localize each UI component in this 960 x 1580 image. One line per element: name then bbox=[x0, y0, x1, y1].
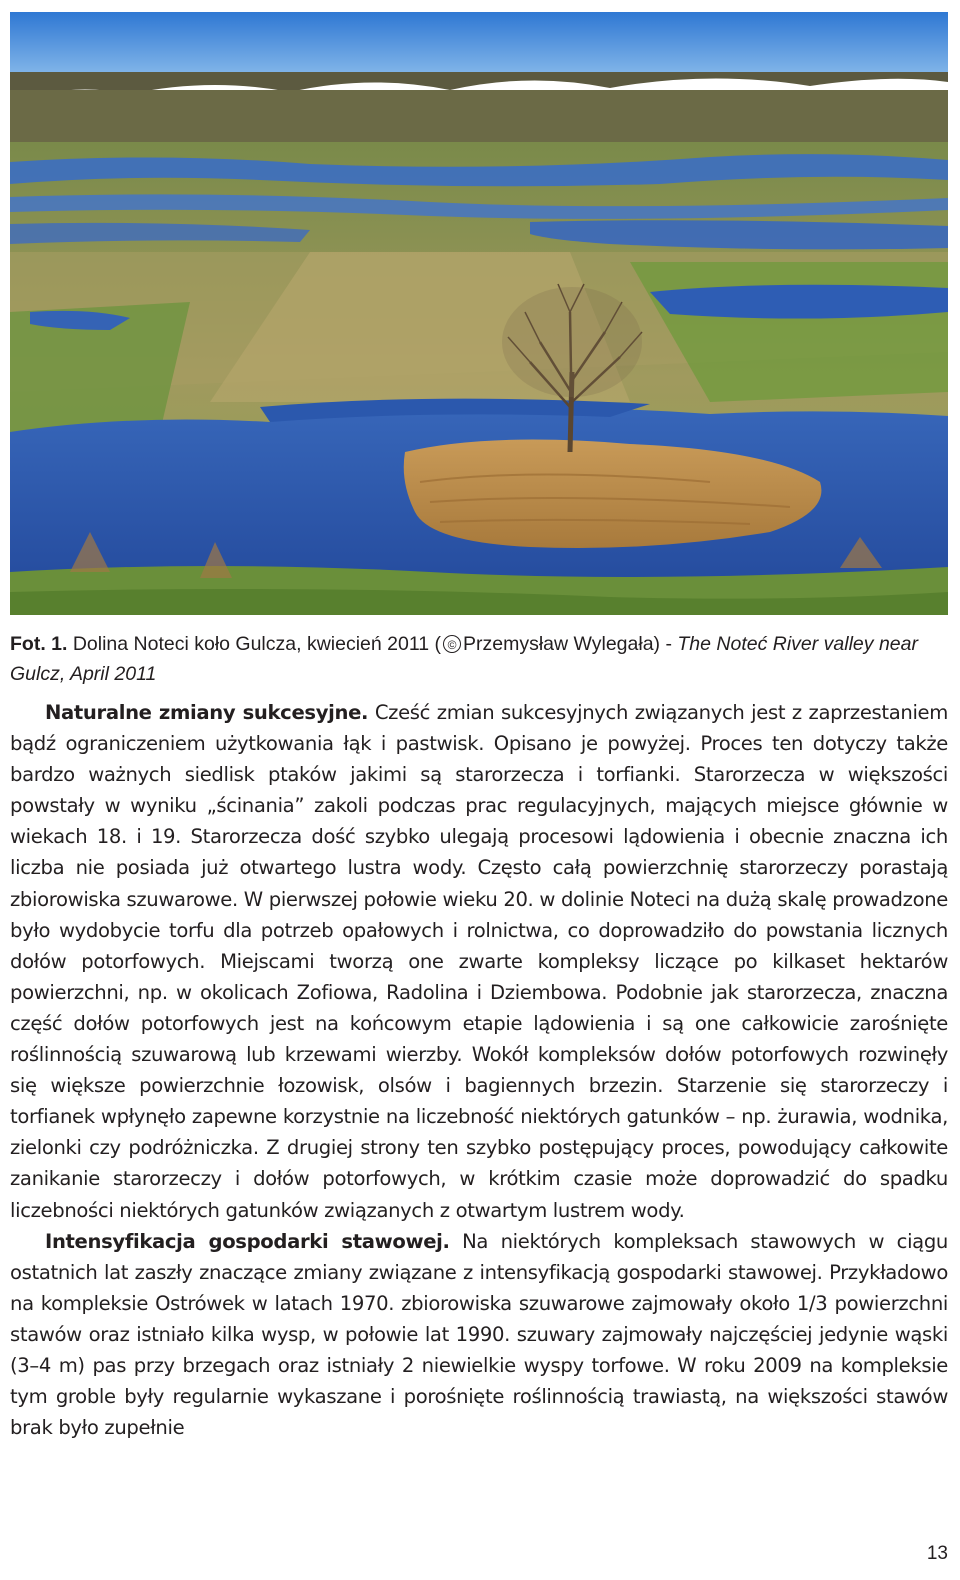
caption-english: The Noteć River valley near Gulcz, April 2011 bbox=[10, 633, 918, 685]
photograph bbox=[10, 12, 948, 615]
copyright-icon: © bbox=[443, 635, 461, 653]
paragraph-text: Cześć zmian sukcesyjnych związanych jest z zaprzestaniem bądź ograniczeniem użytkowania łąk i pastwisk. Opisano je powyżej. Proces ten dotyczy także bardzo ważnych siedlisk ptaków jakimi są starorzecza i torfianki. Starorzecza w większości powstały w wyniku „ścinania” zakoli podczas prac regulacyjnych, mających miejsce głównie w wiekach 18. i 19. Starorzecza dość szybko ulegają procesowi lądowienia i obecnie znaczna ich liczba nie posiada już otwartego lustra wody. Często całą powierzchnię starorzeczy porastają zbiorowiska szuwarowe. W pierwszej połowie wieku 20. w dolinie Noteci na dużą skalę prowadzone było wydobycie torfu dla potrzeb opałowych i rolnictwa, co doprowadziło do powstania licznych dołów potorfowych. Miejscami tworzą one zwarte kompleksy liczące po kilkaset hektarów powierzchni, np. w okolicach Zofiowa, Radolina i Dziembowa. Podobnie jak starorzecza, znaczna część dołów potorfowych jest na końcowym etapie lądowienia i są one całkowicie zarośnięte roślinnością szuwarową lub krzewami wierzby. Wokół kompleksów dołów potorfowych rozwinęły się większe powierzchnie łozowisk, olsów i bagiennych brzezin. Starzenie się starorzeczy i torfianek wpłynęło zapewne korzystnie na liczebność niektórych gatunków – np. żurawia, wodnika, zielonki czy podróżniczka. Z drugiej strony ten szybko postępujący proces, powodujący całkowite zanikanie starorzeczy i dołów potorfowych, w krótkim czasie może doprowadzić do spadku liczebności niektórych gatunków związanych z otwartym lustrem wody. bbox=[10, 701, 948, 1222]
paragraph-lead: Naturalne zmiany sukcesyjne. bbox=[45, 701, 369, 724]
paragraph-text: Na niektórych kompleksach stawowych w ciągu ostatnich lat zaszły znaczące zmiany związane z intensyfikacją gospodarki stawowej. Przykładowo na kompleksie Ostrówek w latach 1970. zbiorowiska szuwarowe zajmowały około 1/3 powierzchni stawów oraz istniało kilka wysp, w połowie lat 1990. szuwary zajmowały najczęściej jedynie wąski (3–4 m) pas przy brzegach oraz istniały 2 niewielkie wyspy torfowe. W roku 2009 na kompleksie tym groble były regularnie wykaszane i porośnięte roślinnością trawiastą, na większości stawów brak było zupełnie bbox=[10, 1229, 948, 1440]
caption-polish-part-2: Przemysław Wylegała) - bbox=[463, 633, 678, 655]
sky bbox=[10, 12, 948, 72]
paragraph-fishpond-intensification bbox=[10, 1226, 948, 1444]
figure-label: Fot. 1. bbox=[10, 633, 68, 655]
caption-polish-part-1: Dolina Noteci koło Gulcza, kwiecień 2011 ( bbox=[72, 633, 441, 655]
page-number: 13 bbox=[926, 1543, 948, 1564]
figure-caption bbox=[10, 629, 950, 689]
paragraph-lead: Intensyfikacja gospodarki stawowej. bbox=[45, 1229, 450, 1253]
paragraph-natural-succession bbox=[10, 697, 948, 1226]
article-body bbox=[10, 697, 948, 1443]
landscape-image bbox=[10, 12, 948, 615]
